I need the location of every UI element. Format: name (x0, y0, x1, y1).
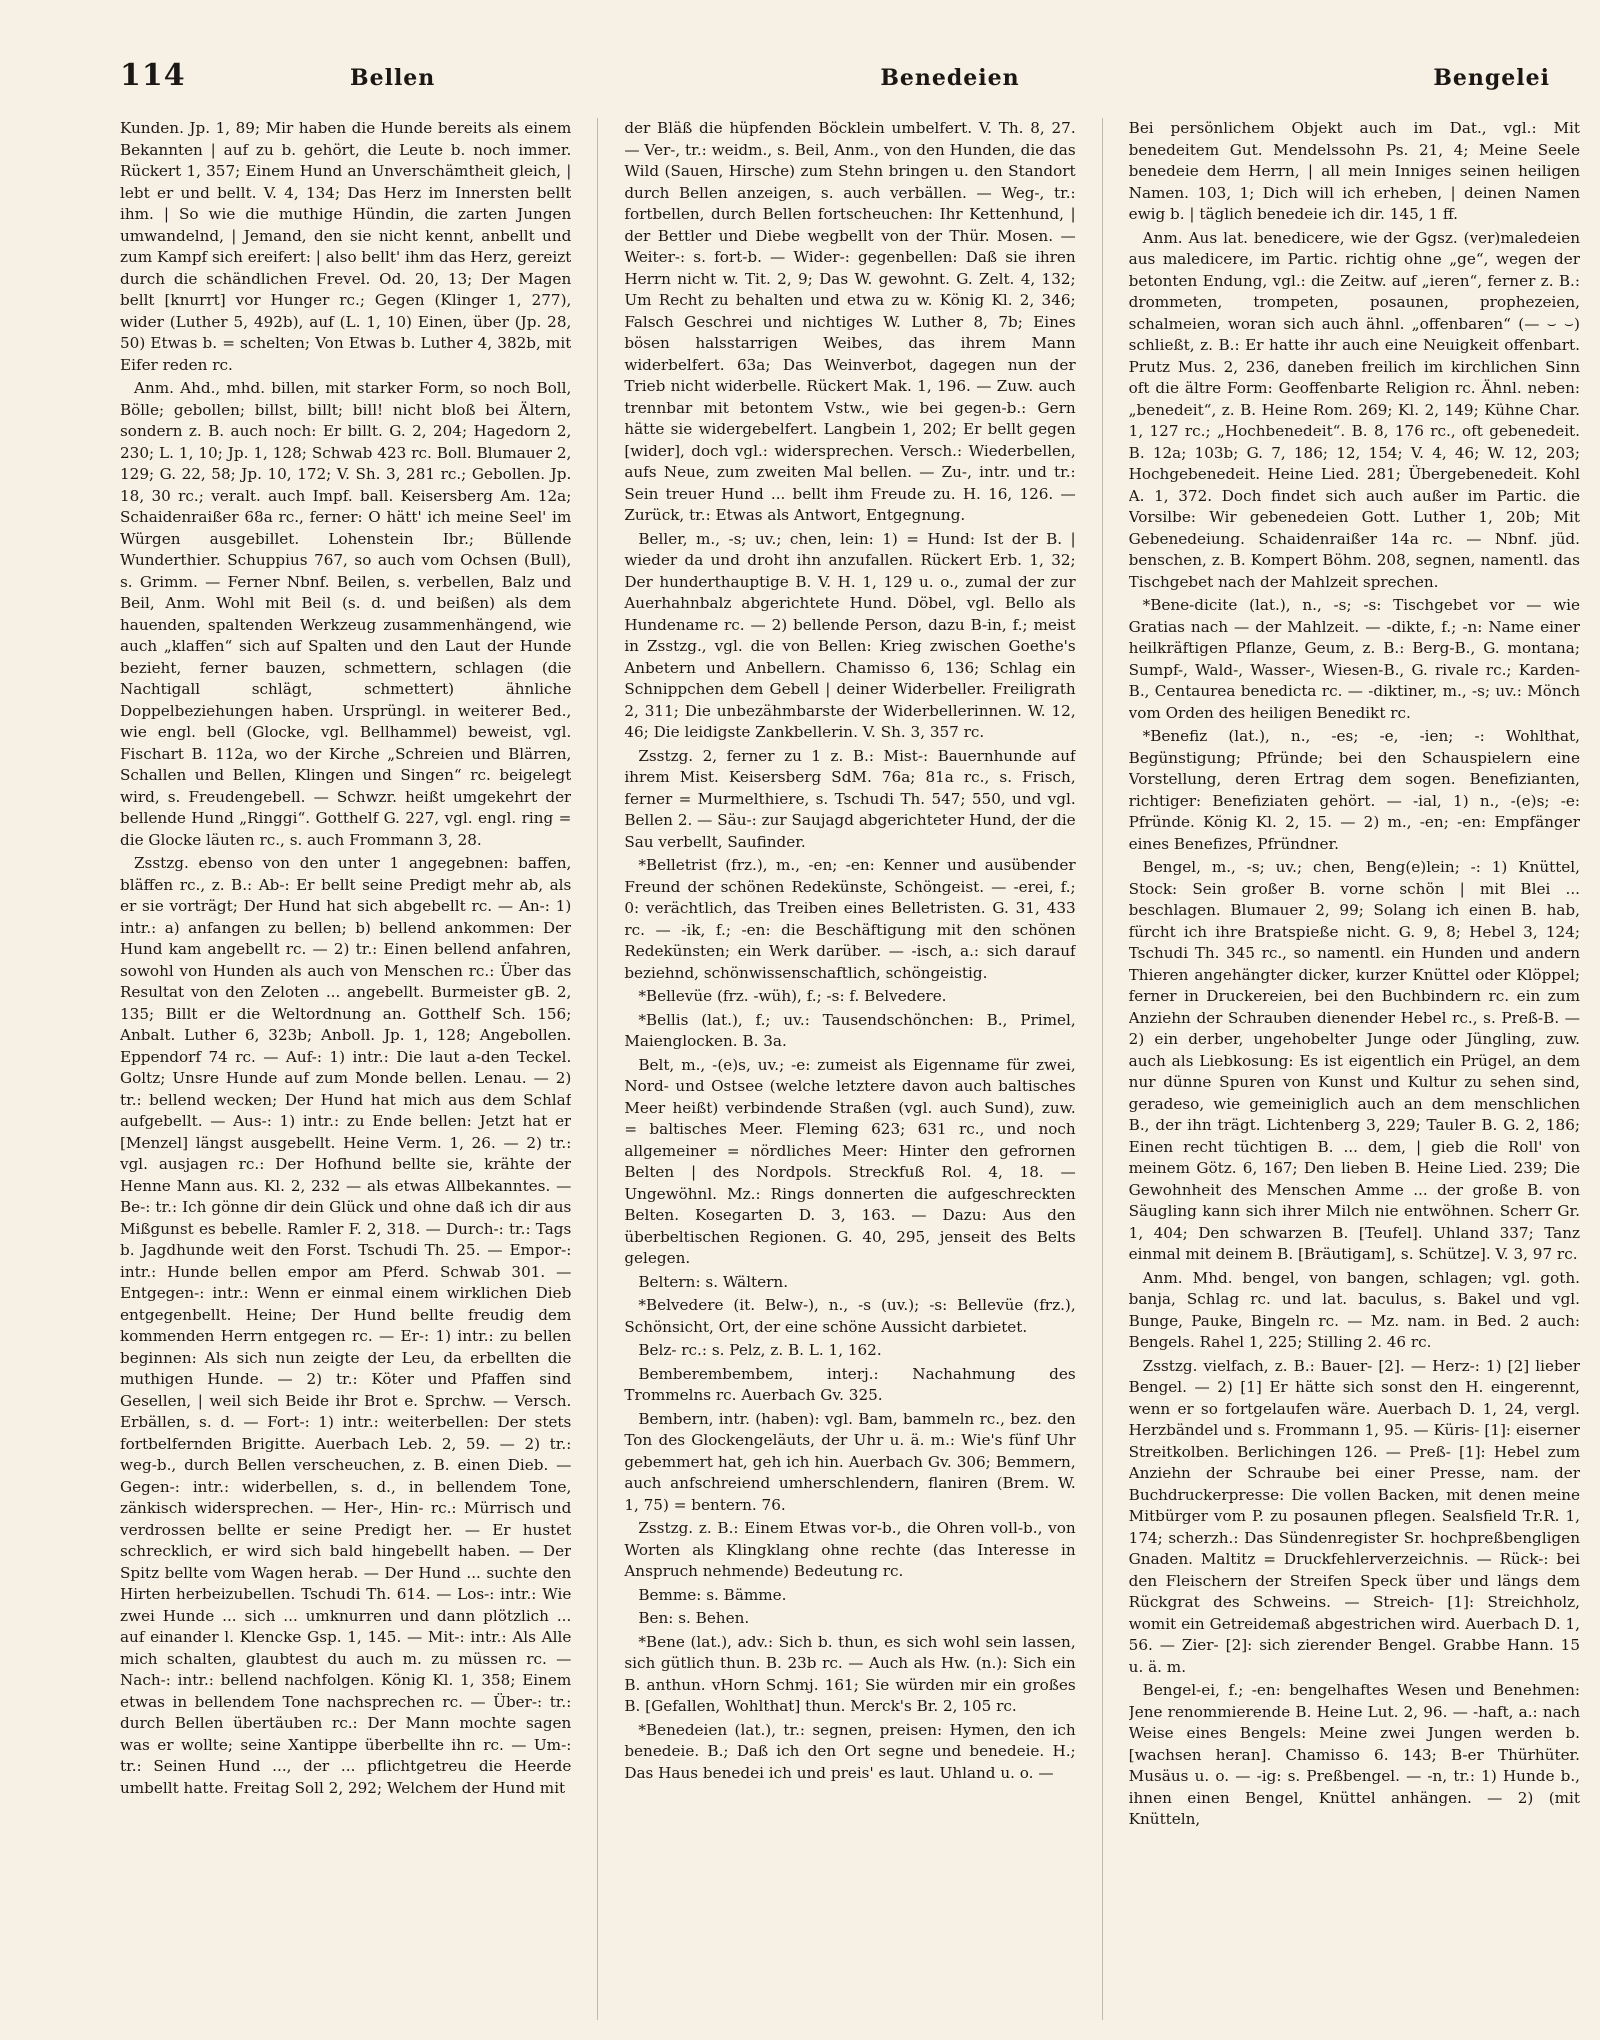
page-number: 114 (120, 58, 186, 93)
paragraph: *Benefiz (lat.), n., -es; -e, -ien; -: Wohlthat, Begünstigung; Pfründe; bei den Schauspielern eine Vorstellung, deren Ertrag dem sogen. Benefizianten, richtiger: Benefiziaten gehört. — -ial, 1) n., -(e)s; -e: Pfründe. König Kl. 2, 15. — 2) m., -en; -en: Empfänger eines Benefizes, Pfründner. (1128, 727, 1580, 853)
paragraph: *Bene-dicite (lat.), n., -s; -s: Tischgebet vor — wie Gratias nach — der Mahlzeit. — -dikte, f.; -n: Name einer heilkräftigen Pflanze, Geum, z. B.: Berg-B., G. montana; Sumpf-, Wald-, Wasser-, Wiesen-B., G. rivale rc.; Karden-B., Centaurea benedicta rc. — -diktiner, m., -s; uv.: Mönch vom Orden des heiligen Benedikt rc. (1128, 596, 1580, 722)
paragraph: Bei persönlichem Objekt auch im Dat., vgl.: Mit benedeitem Gut. Mendelssohn Ps. 21, 4; Meine Seele benedeie dem Herrn, | all mein Inniges seinen heiligen Namen. 103, 1; Dich will ich erheben, | deinen Namen ewig b. | täglich benedeie ich dir. 145, 1 ff. (1128, 119, 1580, 223)
paragraph: Bemberembembem, interj.: Nachahmung des Trommelns rc. Auerbach Gv. 325. (624, 1364, 1076, 1404)
column-divider (597, 118, 598, 2020)
page-header (120, 58, 1560, 94)
paragraph: Bengel, m., -s; uv.; chen, Beng(e)lein; -: 1) Knüttel, Stock: Sein großer B. vorne schön | mit Blei ... beschlagen. Blumauer 2, 99; Solang ich einen B. hab, fürcht ich ihre Bratspieße nicht. G. 9, 8; Hebel 3, 124; Tschudi Th. 345 rc., so namentl. ein Hunden und andern Thieren angehängter dicker, kurzer Knüttel oder Klöppel; ferner in Druckereien, bei den Buchbindern rc. ein zum Anziehn der Schrauben dienender Hebel rc., s. Preß-B. — 2) ein derber, ungehobelter Junge oder Jüngling, zuw. auch als Liebkosung: Es ist eigentlich ein Prügel, an dem nur dünne Spuren von Kunst und Kultur zu sehen sind, geradeso, wie gemeiniglich auch an dem menschlichen B., der ihn trägt. Lichtenberg 3, 229; Tauler B. G. 2, 186; Einen recht tüchtigen B. ... dem, | gieb die Roll' von meinem Götz. 6, 167; Den lieben B. Heine Lied. 239; Die Gewohnheit des Menschen Amme ... der große B. von Säugling kann sich ihrer Milch nie entwöhnen. Scherr Gr. 1, 404; Den schwarzen B. [Teufel]. Uhland 337; Tanz einmal mit deinem B. [Bräutigam], s. Schütze]. V. 3, 97 rc. (1128, 858, 1580, 1263)
paragraph: Belt, m., -(e)s, uv.; -e: zumeist als Eigenname für zwei, Nord- und Ostsee (welche letztere davon auch baltisches Meer heißt) verbindende Straßen (vgl. auch Sund), zuw. = baltisches Meer. Fleming 623; 631 rc., und noch allgemeiner = nördliches Meer: Hinter den gefrornen Belten | des Nordpols. Streckfuß Rol. 4, 18. — Ungewöhnl. Mz.: Rings donnerten die aufgeschreckten Belten. Kosegarten D. 3, 163. — Dazu: Aus den überbeltischen Regionen. G. 40, 295, jenseit des Belts gelegen. (624, 1055, 1076, 1267)
paragraph: Zsstzg. 2, ferner zu 1 z. B.: Mist-: Bauernhunde auf ihrem Mist. Keisersberg SdM. 76a; 81a rc., s. Frisch, ferner = Murmelthiere, s. Tschudi Th. 547; 550, und vgl. Bellen 2. — Säu-: zur Saujagd abgerichteter Hund, der die Sau verbellt, Saufinder. (624, 746, 1076, 851)
center-running-head: Benedeien (880, 65, 1020, 91)
paragraph: Zsstzg. z. B.: Einem Etwas vor-b., die Ohren voll-b., von Worten als Klingklang ohne rechte (das Interesse in Anspruch nehmende) Bedeutung rc. (624, 1519, 1076, 1580)
column-left (120, 118, 571, 2020)
paragraph: *Belvedere (it. Belw-), n., -s (uv.); -s: Bellevüe (frz.), Schönsicht, Ort, der eine schöne Aussicht darbietet. (624, 1296, 1076, 1336)
paragraph: *Belletrist (frz.), m., -en; -en: Kenner und ausübender Freund der schönen Redekünste, Schöngeist. — -erei, f.; 0: verächtlich, das Treiben eines Belletristen. G. 31, 433 rc. — -ik, f.; -en: die Beschäftigung mit den schönen Redekünsten; ein Werk darüber. — -isch, a.: sich darauf beziehnd, schönwissenschaftlich, schöngeistig. (624, 856, 1076, 982)
paragraph: *Bene (lat.), adv.: Sich b. thun, es sich wohl sein lassen, sich gütlich thun. B. 23b rc. — Auch als Hw. (n.): Sich ein B. anthun. vHorn Schmj. 161; Sie würden mir ein großes B. [Gefallen, Wohlthat] thun. Merck's Br. 2, 105 rc. (624, 1632, 1076, 1715)
left-running-head: Bellen (350, 65, 436, 91)
paragraph: Anm. Mhd. bengel, von bangen, schlagen; vgl. goth. banja, Schlag rc. und lat. baculus, s. Bakel und vgl. Bunge, Pauke, Bingeln rc. — Mz. nam. in Bed. 2 auch: Bengels. Rahel 1, 225; Stilling 2. 46 rc. (1128, 1268, 1580, 1351)
paragraph: Zsstzg. ebenso von den unter 1 angegebnen: baffen, bläffen rc., z. B.: Ab-: Er bellt seine Predigt mehr ab, als er sie vorträgt; Der Hund hat sich abgebellt rc. — An-: 1) intr.: a) anfangen zu bellen; b) bellend ankommen: Der Hund kam angebellt rc. — 2) tr.: Einen bellend anfahren, sowohl von Hunden als auch von Menschen rc.: Über das Resultat von den Zeloten ... angebellt. Burmeister gB. 2, 135; Billt er die Weltordnung an. Gotthelf Sch. 156; Anbalt. Luther 6, 323b; Anboll. Jp. 1, 128; Angebollen. Eppendorf 74 rc. — Auf-: 1) intr.: Die laut a-den Teckel. Goltz; Unsre Hunde auf zum Monde bellen. Lenau. — 2) tr.: bellend wecken; Der Hund hat mich aus dem Schlaf aufgebellt. — Aus-: 1) intr.: zu Ende bellen: Jetzt hat er [Menzel] längst ausgebellt. Heine Verm. 1, 26. — 2) tr.: vgl. ausjagen rc.: Der Hofhund bellte sie, krähte der Henne Mann aus. Kl. 2, 232 — als etwas Allbekanntes. — Be-: tr.: Ich gönne dir dein Glück und ohne daß ich dir aus Mißgunst es bebelle. Ramler F. 2, 318. — Durch-: tr.: Tags b. Jagdhunde weit den Forst. Tschudi Th. 25. — Empor-: intr.: Hunde bellen empor am Pferd. Schwab 301. — Entgegen-: intr.: Wenn er einmal einem wirklichen Dieb entgegenbellt. Heine; Der Hund bellte freudig dem kommenden Herrn entgegen rc. — Er-: 1) intr.: zu bellen beginnen: Als sich nun zeigte der Leu, da erbellten die muthigen Hunde. — 2) tr.: Köter und Pfaffen sind Gesellen, | weil sich Beide ihr Brot e. Sprchw. — Versch. Erbällen, s. d. — Fort-: 1) intr.: weiterbellen: Der stets fortbelfernden Brigitte. Auerbach Leb. 2, 59. — 2) tr.: weg-b., durch Bellen verscheuchen, z. B. einen Dieb. — Gegen-: intr.: widerbellen, s. d., in bellendem Tone, zänkisch widersprechen. — Her-, Hin- rc.: Mürrisch und verdrossen bellte er seine Predigt her. — Er hustet schrecklich, er wird sich bald hingebellt haben. — Der Spitz bellte vom Wagen herab. — Der Hund ... suchte den Hirten herbeizubellen. Tschudi Th. 614. — Los-: intr.: Wie zwei Hunde ... sich ... umknurren und dann plötzlich ... auf einander l. Klencke Gsp. 1, 145. — Mit-: intr.: Als Alle mich schalten, glaubtest du auch m. zu müssen rc. — Nach-: intr.: bellend nachfolgen. König Kl. 1, 358; Einem etwas in bellendem Tone nachsprechen rc. — Über-: tr.: durch Bellen übertäuben rc.: Der Mann mochte sagen was er wollte; seine Xantippe überbellte ihn rc. — Um-: tr.: Seinen Hund ..., der ... pflichtgetreu die Heerde umbellt hatte. Freitag Soll 2, 292; Welchem der Hund mit (120, 854, 572, 1797)
paragraph: *Bellevüe (frz. -wüh), f.; -s: f. Belvedere. (638, 987, 947, 1005)
paragraph: Bembern, intr. (haben): vgl. Bam, bammeln rc., bez. den Ton des Glockengeläuts, der Uhr u. ä. m.: Wie's fünf Uhr gebemmert hat, geh ich hin. Auerbach Gv. 306; Bemmern, auch anfschreiend umherschlendern, flaniren (Brem. W. 1, 75) = bentern. 76. (624, 1409, 1076, 1514)
text-columns (120, 118, 1580, 2020)
paragraph: Ben: s. Behen. (638, 1609, 750, 1627)
paragraph: Belz- rc.: s. Pelz, z. B. L. 1, 162. (638, 1341, 882, 1359)
column-right (1129, 118, 1580, 2020)
paragraph: Zsstzg. vielfach, z. B.: Bauer- [2]. — Herz-: 1) [2] lieber Bengel. — 2) [1] Er hätte sich sonst den H. eingerennt, wenn er so fortgelaufen wäre. Auerbach D. 1, 24, vergl. Herzbändel und s. Frommann 1, 95. — Küris- [1]: eiserner Streitkolben. Berlichingen 126. — Preß- [1]: Hebel zum Anziehn der Schraube bei einer Presse, nam. der Buchdruckerpresse: Die vollen Backen, mit denen meine Mitbürger vom P. zu posaunen pflegen. Sealsfield Tr.R. 1, 174; scherzh.: Das Sündenregister Sr. hochpreßbengligen Gnaden. Maltitz = Druckfehlerverzeichnis. — Rück-: bei den Fleischern der Streifen Speck über und längs dem Rückgrat des Schweins. — Streich- [1]: Streichholz, womit ein Getreidemaß abgestrichen wird. Auerbach D. 1, 56. — Zier- [2]: sich zierender Bengel. Grabbe Hann. 15 u. ä. m. (1128, 1356, 1580, 1676)
paragraph: *Bellis (lat.), f.; uv.: Tausendschönchen: B., Primel, Maienglocken. B. 3a. (624, 1010, 1076, 1050)
paragraph: Beller, m., -s; uv.; chen, lein: 1) = Hund: Ist der B. | wieder da und droht ihn anzufallen. Rückert Erb. 1, 32; Der hunderthauptige B. V. H. 1, 129 u. o., zumal der zur Auerhahnbalz abgerichtete Hund. Döbel, vgl. Bello als Hundename rc. — 2) bellende Person, dazu B-in, f.; meist in Zsstzg., vgl. die von Bellen: Krieg zwischen Goethe's Anbetern und Anbellern. Chamisso 6, 136; Schlag ein Schnippchen dem Gebell | deiner Widerbeller. Freiligrath 2, 311; Die unbezähmbarste der Widerbellerinnen. W. 12, 46; Die leidigste Zankbellerin. V. Sh. 3, 357 rc. (624, 529, 1076, 741)
paragraph: Bengel-ei, f.; -en: bengelhaftes Wesen und Benehmen: Jene renommierende B. Heine Lut. 2, 96. — -haft, a.: nach Weise eines Bengels: Meine zwei Jungen werden b. [wachsen heran]. Chamisso 6. 143; B-er Thürhüter. Musäus u. o. — -ig: s. Preßbengel. — -n, tr.: 1) Hunde b., ihnen einen Bengel, Knüttel anhängen. — 2) (mit Knütteln, (1128, 1681, 1580, 1828)
paragraph: Kunden. Jp. 1, 89; Mir haben die Hunde bereits als einem Bekannten | auf zu b. gehört, die Leute b. noch immer. Rückert 1, 357; Einem Hund an Unverschämtheit gleich, | lebt er und bellt. V. 4, 134; Das Herz im Innersten bellt ihm. | So wie die muthige Hündin, die zarten Jungen umwandelnd, | Jemand, den sie nicht kennt, anbellt und zum Kampf sich ereifert: | also bellt' ihm das Herz, gereizt durch die schändlichen Frevel. Od. 20, 13; Der Magen bellt [knurrt] vor Hunger rc.; Gegen (Klinger 1, 277), wider (Luther 5, 492b), auf (L. 1, 10) Einen, über (Jp. 28, 50) Etwas b. = schelten; Von Etwas b. Luther 4, 382b, mit Eifer reden rc. (120, 119, 572, 374)
column-middle (624, 118, 1075, 2020)
paragraph: Anm. Ahd., mhd. billen, mit starker Form, so noch Boll, Bölle; gebollen; billst, billt; bill! nicht bloß bei Ältern, sondern z. B. auch noch: Er billt. G. 2, 204; Hagedorn 2, 230; L. 1, 10; Jp. 1, 128; Schwab 423 rc. Boll. Blumauer 2, 129; G. 22, 58; Jp. 10, 172; V. Sh. 3, 281 rc.; Gebollen. Jp. 18, 30 rc.; veralt. auch Impf. ball. Keisersberg Am. 12a; Schaidenraißer 68a rc., ferner: O hätt' ich meine Seel' im Würgen ausgebillet. Lohenstein Ibr.; Büllende Wunderthier. Schuppius 767, so auch vom Ochsen (Bull), s. Grimm. — Ferner Nbnf. Beilen, s. verbellen, Balz und Beil, Anm. Wohl mit Beil (s. d. und beißen) als dem hauenden, spaltenden Werkzeug zusammenhängend, wie auch „klaffen“ sich auf Spalten und den Laut der Hunde bezieht, ferner bauzen, schmettern, schlagen (die Nachtigall schlägt, schmettert) ähnliche Doppelbeziehungen haben. Ursprüngl. in weiterer Bed., wie engl. bell (Glocke, vgl. Bellhammel) beweist, vgl. Fischart B. 112a, wo der Kirche „Schreien und Blärren, Schallen und Bellen, Klingen und Singen“ rc. beigelegt wird, s. Freudengebell. — Schwzr. heißt umgekehrt der bellende Hund „Ringgi“. Gotthelf G. 227, vgl. engl. ring = die Glocke läuten rc., s. auch Frommann 3, 28. (120, 379, 572, 849)
paragraph: Bemme: s. Bämme. (638, 1585, 787, 1604)
right-running-head: Bengelei (1433, 65, 1550, 91)
paragraph: der Bläß die hüpfenden Böcklein umbelfert. V. Th. 8, 27. — Ver-, tr.: weidm., s. Beil, Anm., von den Hunden, die das Wild (Sauen, Hirsche) zum Stehn bringen u. den Standort durch Bellen anzeigen, s. auch verbällen. — Weg-, tr.: fortbellen, durch Bellen fortscheuchen: Ihr Kettenhund, | der Bettler und Diebe wegbellt von der Thür. Mosen. — Weiter-: s. fort-b. — Wider-: gegenbellen: Daß sie ihren Herrn nicht w. Tit. 2, 9; Das W. gewohnt. G. Zelt. 4, 132; Um Recht zu behalten und etwa zu w. König Kl. 2, 346; Falsch Geschrei und nichtiges W. Luther 8, 7b; Eines bösen halsstarrigen Weibes, das ihrem Mann widerbelfert. 63a; Das Weinverbot, dagegen nun der Trieb nicht widerbelle. Rückert Mak. 1, 196. — Zuw. auch trennbar mit betontem Vstw., wie bei gegen-b.: Gern hätte sie widergebelfert. Langbein 1, 202; Er bellt gegen [wider], doch vgl.: widersprechen. Versch.: Wiederbellen, aufs Neue, zum zweiten Mal bellen. — Zu-, intr. und tr.: Sein treuer Hund ... bellt ihm Freude zu. H. 16, 126. — Zurück, tr.: Etwas als Antwort, Entgegnung. (624, 119, 1076, 524)
paragraph: Beltern: s. Wältern. (638, 1272, 789, 1291)
column-divider (1102, 118, 1103, 2020)
paragraph: Anm. Aus lat. benedicere, wie der Ggsz. (ver)maledeien aus maledicere, im Partic. richtig ohne „ge“, wegen der betonten Endung, vgl.: die Zeitw. auf „ieren“, ferner z. B.: drommeten, trompeten, posaunen, prophezeien, schalmeien, woran sich auch ähnl. „offenbaren“ (— ⌣ ⌣) schließt, z. B.: Er hatte ihr auch eine Neuigkeit offenbart. Prutz Mus. 2, 236, daneben freilich im kirchlichen Sinn oft die ältre Form: Geoffenbarte Religion rc. Ähnl. neben: „benedeit“, z. B. Heine Rom. 269; Kl. 2, 149; Kühne Char. 1, 127 rc.; „Hochbenedeit“. B. 8, 176 rc., oft gebenedeit. B. 12a; 103b; G. 7, 186; 12, 154; V. 4, 46; W. 12, 203; Hochgebenedeit. Heine Lied. 281; Übergebenedeit. Kohl A. 1, 372. Doch findet sich auch außer im Partic. die Vorsilbe: Wir gebenedeien Gott. Luther 1, 20b; Mit Gebenedeiung. Schaidenraißer 14a rc. — Nbnf. jüd. benschen, z. B. Kompert Böhm. 208, segnen, namentl. das Tischgebet nach der Mahlzeit sprechen. (1128, 228, 1580, 591)
paragraph: *Benedeien (lat.), tr.: segnen, preisen: Hymen, den ich benedeie. B.; Daß ich den Ort segne und benedeie. H.; Das Haus benedei ich und preis' es laut. Uhland u. o. — (624, 1720, 1076, 1782)
